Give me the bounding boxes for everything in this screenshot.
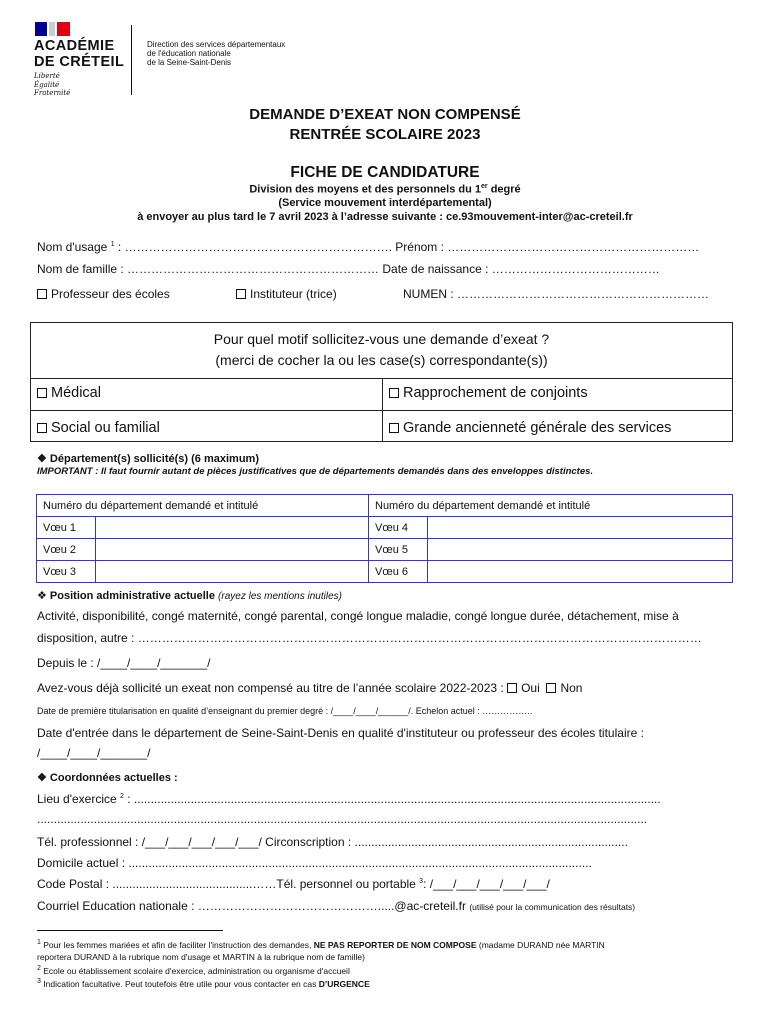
motif-box [30,322,733,442]
lieu-line[interactable]: Lieu d'exercice $^2$ : .............................................................................................................................................................. [37,792,661,806]
coordonnees-heading: ❖ Coordonnées actuelles : [37,772,178,784]
service-line: (Service mouvement interdépartemental) [278,197,492,209]
motif-anciennete[interactable]: Grande ancienneté générale des services [389,420,671,436]
important-note: IMPORTANT : Il faut fournir autant de pièces justificatives que de départements demandés dans des enveloppes distinctes. [37,466,594,477]
checkbox-icon[interactable] [507,683,517,693]
position-heading: ❖ Position administrative actuelle (rayez les mentions inutiles) [37,590,342,602]
domicile-line[interactable]: Domicile actuel : ........................................................................................................................................... [37,856,592,870]
nom-famille-line[interactable]: Nom de famille : ……………………………………………………… Date de naissance : …………………………………… [37,262,660,276]
departements-table [36,494,733,583]
voeu-4-input[interactable] [428,517,733,539]
direction-label: Direction des services départementaux de l'éducation nationale de la Seine-Saint-Denis [147,40,286,67]
checkbox-icon[interactable] [37,423,47,433]
titularisation-line[interactable]: Date de première titularisation en qualité d’enseignant du premier degré : /____/____/______/. Echelon actuel : …………….. [37,706,533,716]
footnote-1: $^1$ Pour les femmes mariées et afin de faciliter l'instruction des demandes, NE PAS REPORTER DE NOM COMPOSE (madame DURAND née MARTIN reportera DURAND à la rubrique nom d'usage et MARTIN à la rubrique nom de famille) [37,939,605,962]
entree-line: Date d'entrée dans le département de Seine-Saint-Denis en qualité d'instituteur ou professeur des écoles titulaire : [37,726,644,740]
main-subtitle: RENTRÉE SCOLAIRE 2023 [289,126,481,143]
position-line2[interactable]: disposition, autre : …………………………………………………………………………………………………………………………… [37,631,702,645]
instituteur-option[interactable]: Instituteur (trice) [236,287,337,301]
oui-option[interactable]: Oui [507,681,540,695]
voeu-5-input[interactable] [428,539,733,561]
envoi-line: à envoyer au plus tard le 7 avril 2023 à l’adresse suivante : ce.93mouvement-inter@ac-creteil.fr [137,211,633,223]
nom-usage-line[interactable]: Nom d'usage $^1$ : …………………………………………………………. Prénom : ……………………………………………………… [37,240,700,254]
checkbox-icon[interactable] [236,289,246,299]
courriel-line[interactable]: Courriel Education nationale : ……………………………………….....@ac-creteil.fr (utilisé pour la communication des résultats) [37,899,636,913]
main-title: DEMANDE D’EXEAT NON COMPENSÉ [249,106,521,123]
col-header-right: Numéro du département demandé et intitulé [369,495,733,517]
table-row: Vœu 2 Vœu 5 [37,539,733,561]
marianne-logo-icon [35,22,71,36]
diamond-bullet-icon: ❖ [37,590,50,602]
prof-ecoles-option[interactable]: Professeur des écoles [37,287,170,301]
motif-header: Pour quel motif sollicitez-vous une demande d’exeat ? (merci de cocher la ou les case(s) correspondante(s)) [31,323,732,379]
entree-date-line[interactable]: /____/____/_______/ [37,746,151,760]
voeu-3-input[interactable] [96,561,369,583]
position-line1: Activité, disponibilité, congé maternité, congé parental, congé longue maladie, congé longue durée, détachement, mise à [37,609,679,623]
header-divider [131,25,132,95]
checkbox-icon[interactable] [389,388,399,398]
deja-sollicite-line: Avez-vous déjà sollicité un exeat non compensé au titre de l’année scolaire 2022-2023 : Oui Non [37,681,583,695]
departements-heading: ❖ Département(s) sollicité(s) (6 maximum) [37,453,259,465]
table-row: Vœu 3 Vœu 6 [37,561,733,583]
footnote-2: $^2$ Ecole ou établissement scolaire d'exercice, administration ou organisme d'accueil [37,965,350,976]
diamond-bullet-icon: ❖ [37,772,50,784]
motif-medical[interactable]: Médical [37,385,101,401]
table-row: Vœu 1 Vœu 4 [37,517,733,539]
checkbox-icon[interactable] [546,683,556,693]
motif-rapprochement[interactable]: Rapprochement de conjoints [389,385,588,401]
lieu-continued-line[interactable]: ....................................................................................................................................................................................... [37,812,648,826]
division-line: Division des moyens et des personnels du 1er degré [249,183,521,196]
non-option[interactable]: Non [546,681,582,695]
voeu-1-input[interactable] [96,517,369,539]
checkbox-icon[interactable] [37,289,47,299]
motif-social[interactable]: Social ou familial [37,420,160,436]
code-postal-line[interactable]: Code Postal : ..........................................……Tél. personnel ou portable $^3$: /___/___/___/___/___/ [37,877,550,891]
diamond-bullet-icon: ❖ [37,453,50,465]
footnote-3: $^3$ Indication facultative. Peut toutefois être utile pour vous contacter en cas D’URGENCE [37,978,370,989]
numen-line[interactable]: NUMEN : ……………………………………………………… [403,287,709,301]
tel-pro-line[interactable]: Tél. professionnel : /___/___/___/___/___/ Circonscription : .................................................................................. [37,835,628,849]
voeu-6-input[interactable] [428,561,733,583]
col-header-left: Numéro du département demandé et intitulé [37,495,369,517]
footnote-divider [37,930,223,931]
fiche-title: FICHE DE CANDIDATURE [290,164,480,181]
checkbox-icon[interactable] [389,423,399,433]
devise: Liberté Égalité Fraternité [34,72,71,97]
depuis-line[interactable]: Depuis le : /____/____/_______/ [37,656,211,670]
voeu-2-input[interactable] [96,539,369,561]
checkbox-icon[interactable] [37,388,47,398]
academie-name: ACADÉMIE DE CRÉTEIL [34,38,125,70]
